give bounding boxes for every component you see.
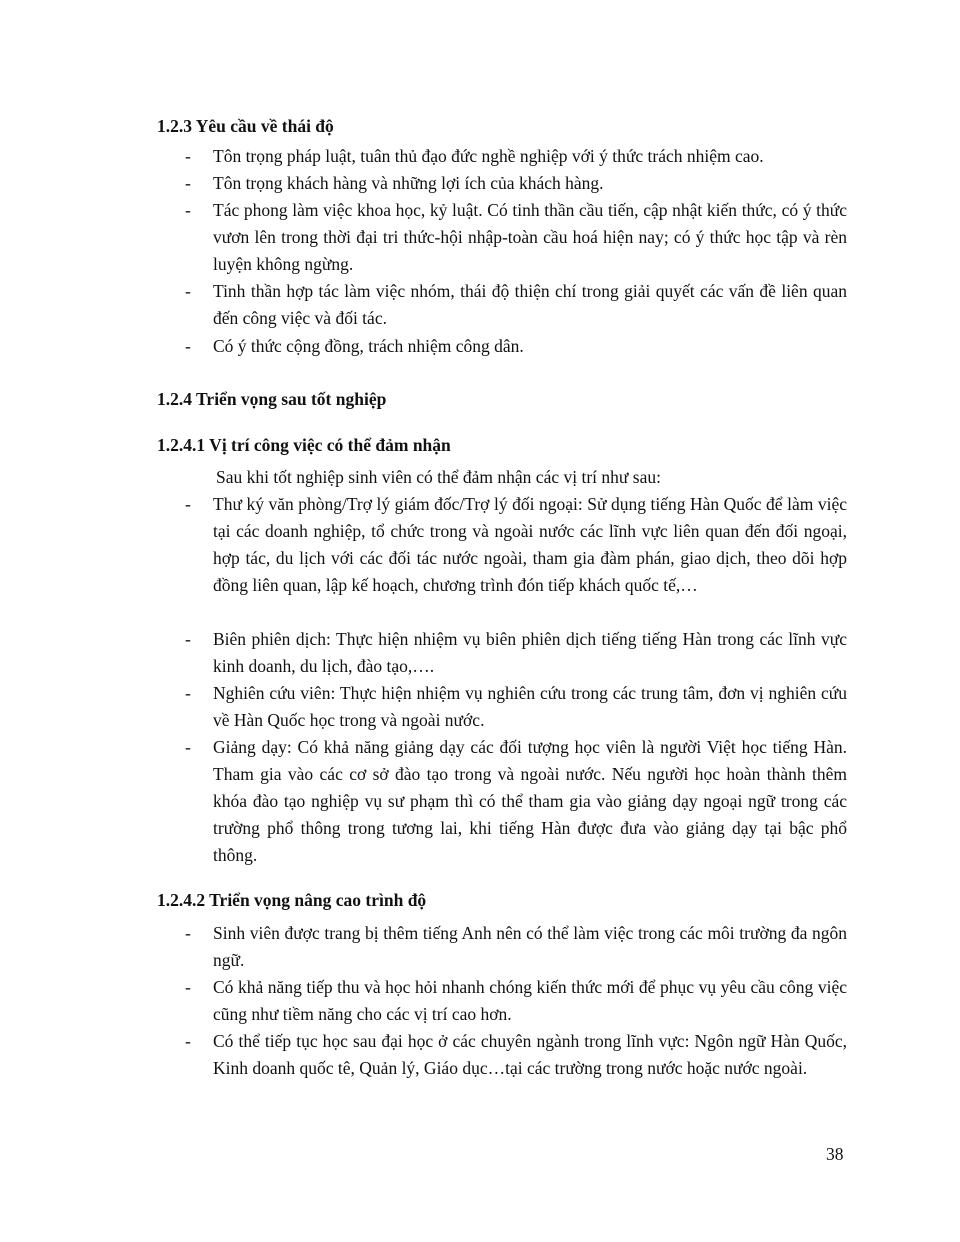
bullet-dash: -: [185, 977, 191, 997]
list-item: Tôn trọng pháp luật, tuân thủ đạo đức nghề nghiệp với ý thức trách nhiệm cao.: [213, 146, 764, 166]
bullet-dash: -: [185, 629, 191, 649]
bullet-dash: -: [185, 336, 191, 356]
section-heading-1-2-3: 1.2.3 Yêu cầu về thái độ: [157, 116, 334, 136]
bullet-dash: -: [185, 923, 191, 943]
list-item: Biên phiên dịch: Thực hiện nhiệm vụ biên phiên dịch tiếng tiếng Hàn trong các lĩnh vực kinh doanh, du lịch, đào tạo,….: [213, 629, 847, 676]
section-heading-1-2-4-1: 1.2.4.1 Vị trí công việc có thể đảm nhận: [157, 435, 451, 455]
bullet-dash: -: [185, 683, 191, 703]
list-item: Tinh thần hợp tác làm việc nhóm, thái độ thiện chí trong giải quyết các vấn đề liên quan đến công việc và đối tác.: [213, 281, 847, 328]
page-number: 38: [826, 1144, 844, 1164]
list-item: Giảng dạy: Có khả năng giảng dạy các đối tượng học viên là người Việt học tiếng Hàn. Tham gia vào các cơ sở đào tạo trong và ngoài nước. Nếu người học hoàn thành thêm khóa đào tạo nghiệp vụ sư phạm thì có thể tham gia vào giảng dạy ngoại ngữ trong các trường phổ thông trong tương lai, khi tiếng Hàn được đưa vào giảng dạy tại bậc phổ thông.: [213, 737, 847, 865]
list-item: Có ý thức cộng đồng, trách nhiệm công dân.: [213, 336, 524, 356]
bullet-dash: -: [185, 173, 191, 193]
section-intro: Sau khi tốt nghiệp sinh viên có thể đảm nhận các vị trí như sau:: [216, 467, 661, 487]
section-heading-1-2-4: 1.2.4 Triển vọng sau tốt nghiệp: [157, 389, 387, 409]
list-item: Thư ký văn phòng/Trợ lý giám đốc/Trợ lý đối ngoại: Sử dụng tiếng Hàn Quốc để làm việc tại các doanh nghiệp, tổ chức trong và ngoài nước các lĩnh vực liên quan đến đối ngoại, hợp tác, du lịch với các đối tác nước ngoài, tham gia đàm phán, giao dịch, theo dõi hợp đồng liên quan, lập kế hoạch, chương trình đón tiếp khách quốc tế,…: [213, 494, 847, 595]
bullet-dash: -: [185, 494, 191, 514]
list-item: Sinh viên được trang bị thêm tiếng Anh nên có thể làm việc trong các môi trường đa ngôn ngữ.: [213, 923, 847, 970]
bullet-dash: -: [185, 1031, 191, 1051]
section-heading-1-2-4-2: 1.2.4.2 Triển vọng nâng cao trình độ: [157, 890, 427, 910]
list-item: Có khả năng tiếp thu và học hỏi nhanh chóng kiến thức mới để phục vụ yêu cầu công việc cũng như tiềm năng cho các vị trí cao hơn.: [213, 977, 847, 1024]
bullet-dash: -: [185, 281, 191, 301]
list-item: Nghiên cứu viên: Thực hiện nhiệm vụ nghiên cứu trong các trung tâm, đơn vị nghiên cứu về Hàn Quốc học trong và ngoài nước.: [213, 683, 847, 730]
bullet-dash: -: [185, 146, 191, 166]
bullet-dash: -: [185, 737, 191, 757]
list-item: Tôn trọng khách hàng và những lợi ích của khách hàng.: [213, 173, 604, 193]
list-item: Tác phong làm việc khoa học, kỷ luật. Có tinh thần cầu tiến, cập nhật kiến thức, có ý thức vươn lên trong thời đại tri thức-hội nhập-toàn cầu hoá hiện nay; có ý thức học tập và rèn luyện không ngừng.: [213, 200, 847, 274]
list-item: Có thể tiếp tục học sau đại học ở các chuyên ngành trong lĩnh vực: Ngôn ngữ Hàn Quốc, Kinh doanh quốc tê, Quản lý, Giáo dục…tại các trường trong nước hoặc nước ngoài.: [213, 1031, 847, 1078]
bullet-dash: -: [185, 200, 191, 220]
